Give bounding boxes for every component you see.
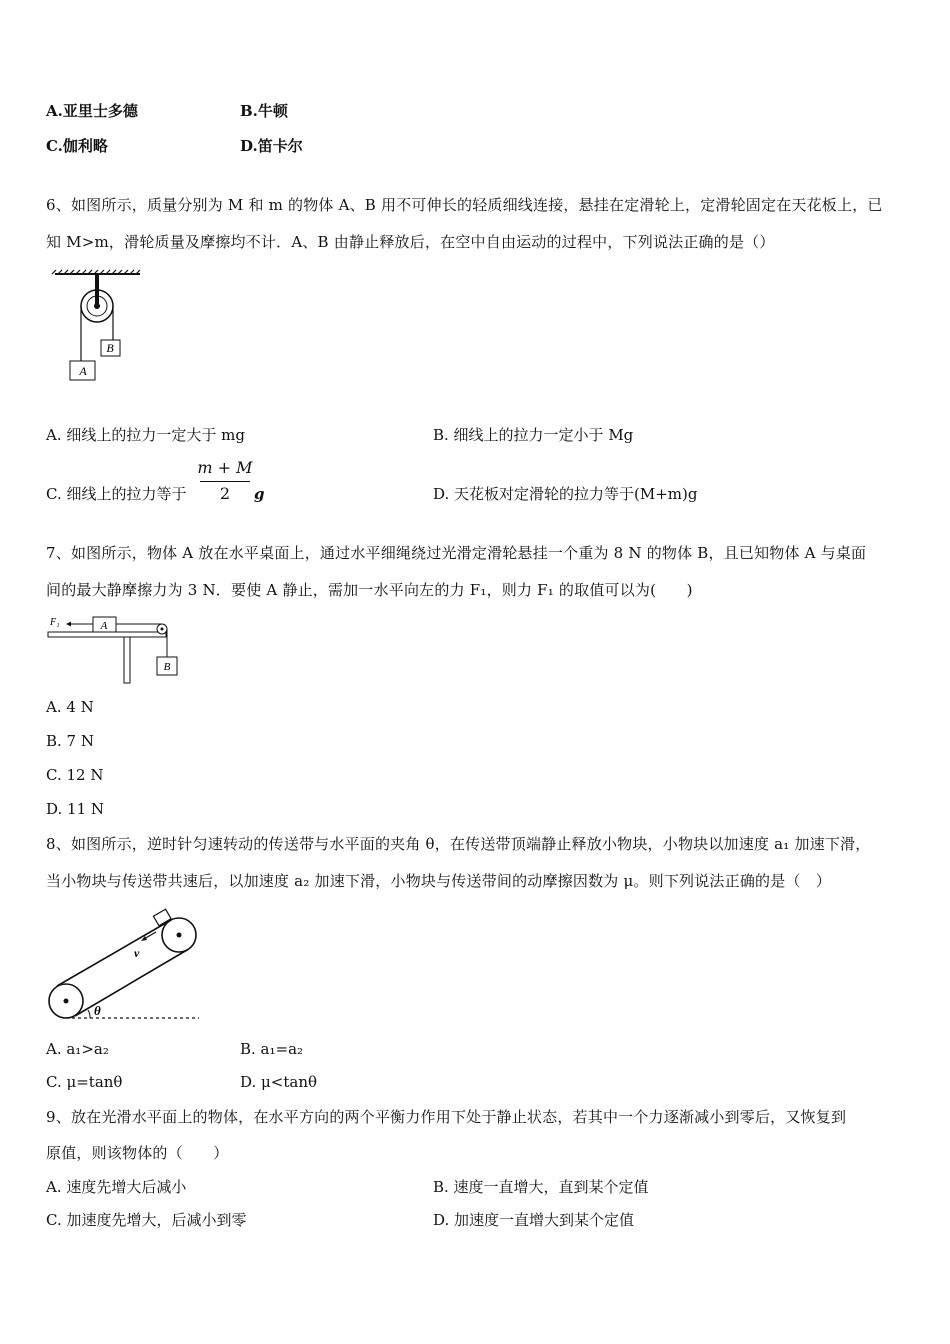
q5-option-c: C.伽利略	[46, 137, 108, 155]
q6-figure-label-b: B	[106, 341, 114, 355]
q9-option-a: A. 速度先增大后减小	[46, 1178, 187, 1196]
q5-option-b: B.牛顿	[240, 102, 288, 120]
q6-fraction-bar	[200, 481, 250, 482]
q6-option-c-numerator: m + M	[197, 458, 253, 477]
q6-option-c-denominator: 2	[219, 484, 231, 503]
q6-option-c-suffix: g	[254, 485, 265, 503]
q7-figure-label-a: A	[100, 620, 108, 632]
q8-option-c: C. μ=tanθ	[46, 1073, 123, 1091]
q7-stem-line2: 间的最大静摩擦力为 3 N．要使 A 静止，需加一水平向左的力 F₁，则力 F₁ 的取值可以为( )	[46, 581, 693, 599]
q7-figure-label-f1: F₁	[50, 617, 60, 628]
q6-option-d: D. 天花板对定滑轮的拉力等于(M+m)g	[433, 485, 698, 503]
q9-option-b: B. 速度一直增大，直到某个定值	[433, 1178, 649, 1196]
q7-option-b: B. 7 N	[46, 732, 94, 750]
q6-figure-label-a: A	[79, 364, 87, 378]
q6-option-b: B. 细线上的拉力一定小于 Mg	[433, 426, 634, 444]
q5-option-a: A.亚里士多德	[46, 102, 138, 120]
q7-stem-line1: 7、如图所示，物体 A 放在水平桌面上，通过水平细绳绕过光滑定滑轮悬挂一个重为 8 N 的物体 B，且已知物体 A 与桌面	[46, 544, 867, 562]
q7-option-a: A. 4 N	[46, 698, 94, 716]
q5-option-d: D.笛卡尔	[240, 137, 303, 155]
q7-option-c: C. 12 N	[46, 766, 104, 784]
q7-figure-label-b: B	[163, 661, 171, 673]
q6-option-c-prefix: C. 细线上的拉力等于	[46, 485, 187, 503]
q8-conveyor-figure	[44, 905, 204, 1025]
q9-stem-line2: 原值，则该物体的（ ）	[46, 1144, 229, 1162]
q8-stem-line2: 当小物块与传送带共速后，以加速度 a₂ 加速下滑，小物块与传送带间的动摩擦因数为 μ。则下列说法正确的是（ ）	[46, 872, 832, 890]
q8-stem-line1: 8、如图所示，逆时针匀速转动的传送带与水平面的夹角 θ，在传送带顶端静止释放小物块，小物块以加速度 a₁ 加速下滑，	[46, 835, 871, 853]
q6-option-a: A. 细线上的拉力一定大于 mg	[46, 426, 245, 444]
q8-option-d: D. μ<tanθ	[240, 1073, 318, 1091]
q9-option-c: C. 加速度先增大，后减小到零	[46, 1211, 247, 1229]
q9-stem-line1: 9、放在光滑水平面上的物体，在水平方向的两个平衡力作用下处于静止状态，若其中一个力逐渐减小到零后，又恢复到	[46, 1108, 847, 1126]
q8-option-b: B. a₁=a₂	[240, 1040, 304, 1058]
q8-option-a: A. a₁>a₂	[46, 1040, 109, 1058]
q8-figure-label-theta: θ	[94, 1003, 101, 1018]
q6-pulley-figure	[50, 270, 150, 385]
q6-stem-line1: 6、如图所示，质量分别为 M 和 m 的物体 A、B 用不可伸长的轻质细线连接，悬挂在定滑轮上，定滑轮固定在天花板上，已	[46, 196, 883, 214]
q7-option-d: D. 11 N	[46, 800, 105, 818]
q8-figure-label-v: v	[134, 946, 140, 960]
q9-option-d: D. 加速度一直增大到某个定值	[433, 1211, 635, 1229]
q6-stem-line2: 知 M>m，滑轮质量及摩擦均不计．A、B 由静止释放后，在空中自由运动的过程中，下列说法正确的是（）	[46, 233, 775, 251]
q7-table-figure	[48, 612, 188, 687]
